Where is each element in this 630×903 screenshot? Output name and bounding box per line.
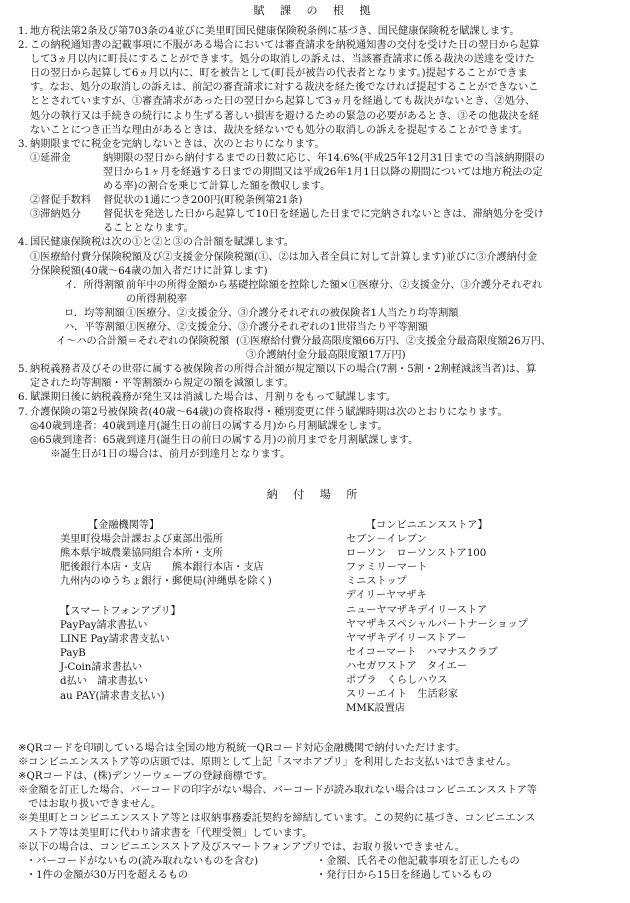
note-line: ※金額を訂正した場合、バーコードの印字がない場合、バーコードが読み取れない場合はコンビニエンスストア等 xyxy=(18,785,537,797)
item-number: 4. xyxy=(18,237,28,249)
item-line: 分保険税額(40歳～64歳の加入者だけに計算します) xyxy=(30,265,268,277)
item-line: 賦課期日後に納税義務が発生又は消滅した場合は、月割りをもって賦課します。 xyxy=(30,392,396,404)
sub-line: ①医療分、②支援金分、③介護分それぞれの1世帯当たり平等割額 xyxy=(126,321,428,333)
store-item: ファミリーマート xyxy=(346,562,428,574)
item-3-sublist xyxy=(18,152,618,237)
apps-heading: 【スマートフォンアプリ】 xyxy=(60,606,181,617)
store-item: セイコーマート ハマナスクラブ xyxy=(346,646,498,658)
item-number: 7. xyxy=(18,406,28,418)
finance-item: 肥後銀行本店・支店 熊本銀行本店・支店 xyxy=(60,562,264,574)
item-line: 日の翌日から起算して6ヵ月以内に、町を被告として(町長が被告の代表者となります。)提起することができま xyxy=(30,68,528,80)
item-5 xyxy=(18,363,618,391)
item-line: ととされていますが、①審査請求があった日の翌日から起算して3ヵ月を経過しても裁決がないとき、②処分、 xyxy=(30,96,536,108)
item-line: 介護保険の第2号被保険者(40歳～64歳)の資格取得・種別変更に伴う賦課時期は次のとおりになります。 xyxy=(30,406,508,418)
item-4-sublist xyxy=(18,279,618,364)
basis-list-top xyxy=(18,25,618,462)
item-2 xyxy=(18,39,618,138)
sub-label: イ．所得割額 xyxy=(64,279,125,291)
note-line: ではお取り扱いできません。 xyxy=(18,799,162,811)
item-3 xyxy=(18,138,618,152)
app-item: au PAY(請求書支払い) xyxy=(60,690,165,702)
item-number: 2. xyxy=(18,40,28,52)
note-line: ※コンビニエンスストア等の店頭では、原則として上記「スマホアプリ」を利用したお支払いはできません。 xyxy=(18,757,517,769)
store-item: スリーエイト 生活彩家 xyxy=(346,689,459,701)
delinquency-disposition xyxy=(30,208,618,236)
sub-label: ①延滞金 xyxy=(30,152,71,164)
note-line: ※QRコードは、(株)デンソーウェーブの登録商標です。 xyxy=(18,771,273,783)
item-line: ◎40歳到達者：40歳到達月(誕生日の前日の属する月)から月割賦課をします。 xyxy=(30,420,388,432)
sub-line: の所得割税率 xyxy=(126,293,188,305)
item-7 xyxy=(18,406,618,462)
per-capita-levy xyxy=(64,307,618,321)
smartphone-app-list xyxy=(60,605,320,704)
finance-item: 美里町役場会計課および東部出張所 xyxy=(60,534,223,546)
bullet-item: ・発行日から15日を経過しているもの xyxy=(316,869,492,881)
app-item: d払い 請求書払い xyxy=(60,676,149,688)
sub-label: ロ．均等割額 xyxy=(64,307,125,319)
finance-item: 九州内のゆうちょ銀行・郵便局(沖縄県を除く) xyxy=(60,576,272,588)
note-line: ※美里町とコンビニエンスストア等とは収納事務委託契約を締結しています。この契約に基づき、コンビニエンス xyxy=(18,813,536,825)
app-item: PayB xyxy=(60,648,86,660)
item-line: す。なお、処分の取消しの訴えは、前記の審査請求に対する裁決を経た後でなければ提起することができないこ xyxy=(30,82,539,94)
notes xyxy=(18,742,618,883)
note-line: ※以下の場合は、コンビニエンスストア及びスマートフォンアプリでは、お取り扱いできません。 xyxy=(18,841,465,853)
item-1 xyxy=(18,25,618,39)
delinquency-charge xyxy=(30,152,618,194)
item-line: この納税通知書の記載事項に不服がある場合においては審査請求を納税通知書の交付を受けた日の翌日から起算 xyxy=(30,40,540,52)
total-line: ③介護納付金分最高限度額17万円) xyxy=(246,350,406,362)
item-line: ※誕生日が1日の場合は、前月が到達月となります。 xyxy=(30,448,291,460)
store-item: ミニストップ xyxy=(346,576,407,588)
bullet-item: ・金額、氏名その他記載事項を訂正したもの xyxy=(316,855,520,867)
item-number: 3. xyxy=(18,138,28,150)
item-number: 5. xyxy=(18,364,28,376)
app-item: J-Coin請求書払い xyxy=(60,662,143,674)
sub-line: ることとなります。 xyxy=(103,223,194,235)
store-item: セブン－イレブン xyxy=(346,534,427,546)
conv-heading: 【コンビニエンスストア】 xyxy=(366,520,488,531)
bullets-left xyxy=(26,855,316,883)
sub-label: ハ．平等割額 xyxy=(64,321,126,333)
item-line: 納期限までに税金を完納しないときは、次のとおりになります。 xyxy=(30,138,325,150)
household-levy xyxy=(64,321,618,335)
finance-heading: 【金融機関等】 xyxy=(88,520,160,531)
store-item: ハセガワストア タイエー xyxy=(346,660,468,672)
total-levy xyxy=(56,335,618,363)
store-item: ヤマザキデイリーストアー xyxy=(346,632,467,644)
store-item: ローソン ローソンストア100 xyxy=(346,548,487,560)
item-line: ないことにつき正当な理由があるときは、裁決を経ないでも処分の取消しの訴えを提起することができます。 xyxy=(30,124,529,136)
bullets-right xyxy=(316,855,520,883)
item-line: 定された均等割額・平等割額から規定の額を減額します。 xyxy=(30,378,295,390)
item-line: ①医療給付費分保険税額及び②支援金分保険税額(①、②は加入者全員に対して計算します)並びに③介護納付金 xyxy=(30,251,538,263)
finance-list xyxy=(60,519,320,589)
sub-line: ①医療分、②支援金分、③介護分それぞれの被保険者1人当たり均等割額 xyxy=(126,307,459,319)
store-item: ニューヤマザキデイリーストア xyxy=(346,604,488,616)
note-line: ※QRコードを印刷している場合は全国の地方税統一QRコード対応金融機関で納付いただけます。 xyxy=(18,743,466,754)
item-6 xyxy=(18,391,618,405)
sub-label: ②督促手数料 xyxy=(30,195,92,207)
app-item: PayPay請求書払い xyxy=(60,620,148,632)
sub-line: 前年中の所得金額から基礎控除額を控除した額×①医療分、②支援金分、③介護分それぞれ xyxy=(126,279,543,291)
item-line: 納税義務者及びその世帯に属する被保険者の所得合計額が規定額以下の場合(7割・5割・2割軽減該当者)は、算 xyxy=(30,364,537,376)
convenience-store-list xyxy=(346,519,606,716)
sub-line: 督促状の1通につき200円(町税条例第21条) xyxy=(103,195,303,207)
finance-item: 熊本県宇城農業協同組合本所・支所 xyxy=(60,548,223,560)
sub-line: 翌日から1ヶ月を経過する日までの期間又は平成26年1月1日以降の期間については地方税法の定 xyxy=(103,166,543,178)
item-line: して3ヵ月以内に町長にすることができます。処分の取消しの訴えは、当該審査請求に係る裁決の送達を受けた xyxy=(30,54,535,66)
section-title-basis: 賦 課 の 根 拠 xyxy=(253,4,377,17)
store-item: ヤマザキスペシャルパートナーショップ xyxy=(346,618,528,630)
store-item: ポプラ くらしハウス xyxy=(346,675,448,687)
store-item: MMK設置店 xyxy=(346,703,406,715)
item-line: 国民健康保険税は次の①と②と③の合計額を賦課します。 xyxy=(30,237,295,249)
bullet-item: ・1件の金額が30万円を超えるもの xyxy=(26,869,189,881)
total-label: イ～ハの合計額＝それぞれの保険税額 xyxy=(56,336,230,348)
total-line: (①医療給付費分最高限度額66万円、②支援金分最高限度額26万円、 xyxy=(236,336,552,348)
item-number: 6. xyxy=(18,392,28,404)
item-4 xyxy=(18,236,618,278)
note-line: ストア等は美里町に代わり請求書を「代理受領」しています。 xyxy=(18,827,313,839)
sub-line: 督促状を発送した日から起算して10日を経過した日までに完納されないときは、滞納処分を受け xyxy=(103,209,544,221)
item-line: ◎65歳到達者：65歳到達月(誕生日の前日の属する月)の前月までを月割賦課します。 xyxy=(30,434,419,446)
sub-line: 納期限の翌日から納付するまでの日数に応じ、年14.6%(平成25年12月31日までの当該納期限の xyxy=(103,152,545,164)
exclusion-bullets xyxy=(18,855,618,883)
bullet-item: ・バーコードがないもの(読み取れないものを含む) xyxy=(26,855,259,867)
item-line: 処分の執行又は手続きの続行により生ずる著しい損害を避けるための緊急の必要があるとき、③その他裁決を経 xyxy=(30,110,539,122)
sub-label: ③滞納処分 xyxy=(30,209,81,221)
app-item: LINE Pay請求書支払い xyxy=(60,634,170,646)
store-item: デイリーヤマザキ xyxy=(346,590,427,602)
section-title-payment-places: 納 付 場 所 xyxy=(266,488,364,501)
item-line: 地方税法第2条及び第703条の4並びに美里町国民健康保険税条例に基づき、国民健康保険税を賦課します。 xyxy=(30,26,520,37)
sub-line: める率)の割合を乗じて計算した額を徴収します。 xyxy=(103,181,331,193)
item-number: 1. xyxy=(18,26,28,37)
income-levy xyxy=(64,279,618,307)
reminder-fee xyxy=(30,194,618,208)
